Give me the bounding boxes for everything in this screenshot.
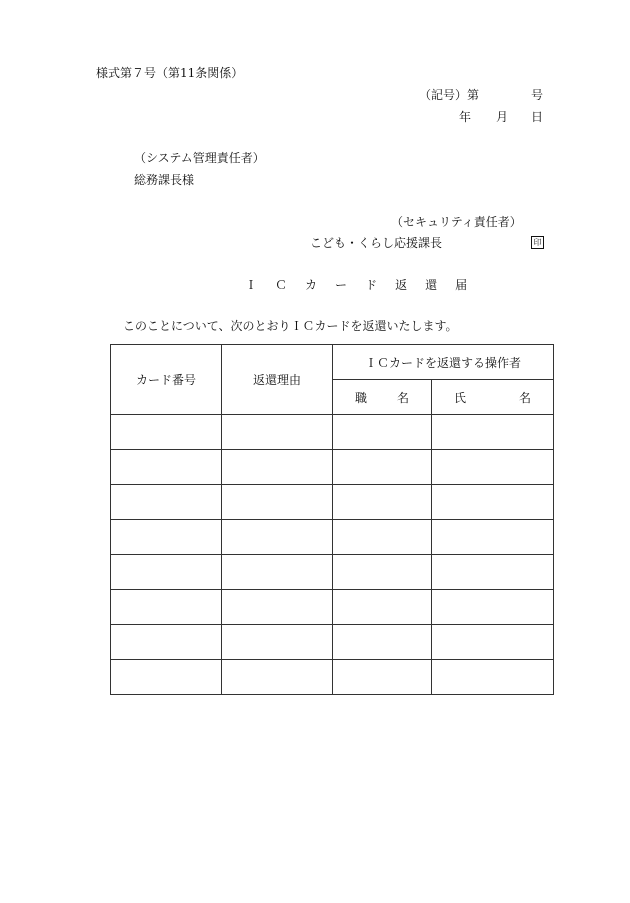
sender-name: こども・くらし応援課長 xyxy=(310,236,443,250)
title-char: ド xyxy=(365,278,378,292)
reason-cell[interactable] xyxy=(222,555,333,590)
reason-cell[interactable] xyxy=(222,415,333,450)
position-cell[interactable] xyxy=(333,625,432,660)
header-name xyxy=(432,380,554,415)
date-year: 年 xyxy=(459,110,472,124)
date-month: 月 xyxy=(496,110,509,124)
header-position xyxy=(333,380,432,415)
position-cell[interactable] xyxy=(333,485,432,520)
card-number-cell[interactable] xyxy=(111,590,222,625)
table-header-row xyxy=(111,345,554,380)
name-cell[interactable] xyxy=(432,450,554,485)
table-row xyxy=(111,485,554,520)
addressee-name: 総務課長様 xyxy=(134,173,195,187)
name-cell[interactable] xyxy=(432,590,554,625)
position-cell[interactable] xyxy=(333,555,432,590)
reason-cell[interactable] xyxy=(222,450,333,485)
header-name-char: 氏 xyxy=(454,390,467,405)
position-cell[interactable] xyxy=(333,450,432,485)
title-char: 返 xyxy=(395,278,408,292)
record-number-suffix: 号 xyxy=(531,88,544,102)
seal-mark: 印 xyxy=(531,236,544,249)
record-prefix: （記号）第 xyxy=(419,88,480,102)
name-cell[interactable] xyxy=(432,415,554,450)
return-table xyxy=(110,344,554,695)
reason-cell[interactable] xyxy=(222,485,333,520)
table-row xyxy=(111,590,554,625)
header-name-char: 名 xyxy=(519,390,532,405)
title-char: ー xyxy=(335,278,348,292)
reason-cell[interactable] xyxy=(222,660,333,695)
table-row xyxy=(111,415,554,450)
card-number-cell[interactable] xyxy=(111,485,222,520)
table-row xyxy=(111,625,554,660)
name-cell[interactable] xyxy=(432,555,554,590)
title-char: 届 xyxy=(455,278,468,292)
body-text: このことについて、次のとおりＩＣカードを返還いたします。 xyxy=(123,319,458,333)
date-day: 日 xyxy=(531,110,544,124)
title-char: Ｃ xyxy=(275,278,288,292)
document-title xyxy=(245,278,485,292)
name-cell[interactable] xyxy=(432,625,554,660)
sender-role: （セキュリティ責任者） xyxy=(391,215,522,229)
table-row xyxy=(111,520,554,555)
card-number-cell[interactable] xyxy=(111,660,222,695)
header-operator-group: ＩＣカードを返還する操作者 xyxy=(333,345,554,380)
position-cell[interactable] xyxy=(333,520,432,555)
title-char: カ xyxy=(305,278,318,292)
header-reason: 返還理由 xyxy=(222,345,333,415)
position-cell[interactable] xyxy=(333,660,432,695)
table-row xyxy=(111,555,554,590)
position-cell[interactable] xyxy=(333,415,432,450)
header-card-number: カード番号 xyxy=(111,345,222,415)
name-cell[interactable] xyxy=(432,485,554,520)
card-number-cell[interactable] xyxy=(111,520,222,555)
title-char: 還 xyxy=(425,278,438,292)
reason-cell[interactable] xyxy=(222,625,333,660)
card-number-cell[interactable] xyxy=(111,415,222,450)
card-number-cell[interactable] xyxy=(111,625,222,660)
form-number: 様式第７号（第11条関係） xyxy=(96,66,244,80)
reason-cell[interactable] xyxy=(222,590,333,625)
card-number-cell[interactable] xyxy=(111,555,222,590)
card-number-cell[interactable] xyxy=(111,450,222,485)
reason-cell[interactable] xyxy=(222,520,333,555)
table-row xyxy=(111,450,554,485)
title-char: Ｉ xyxy=(245,278,258,292)
header-position-char: 名 xyxy=(396,390,409,405)
addressee-role: （システム管理責任者） xyxy=(134,151,265,165)
name-cell[interactable] xyxy=(432,520,554,555)
name-cell[interactable] xyxy=(432,660,554,695)
position-cell[interactable] xyxy=(333,590,432,625)
header-position-char: 職 xyxy=(355,390,368,405)
table-row xyxy=(111,660,554,695)
